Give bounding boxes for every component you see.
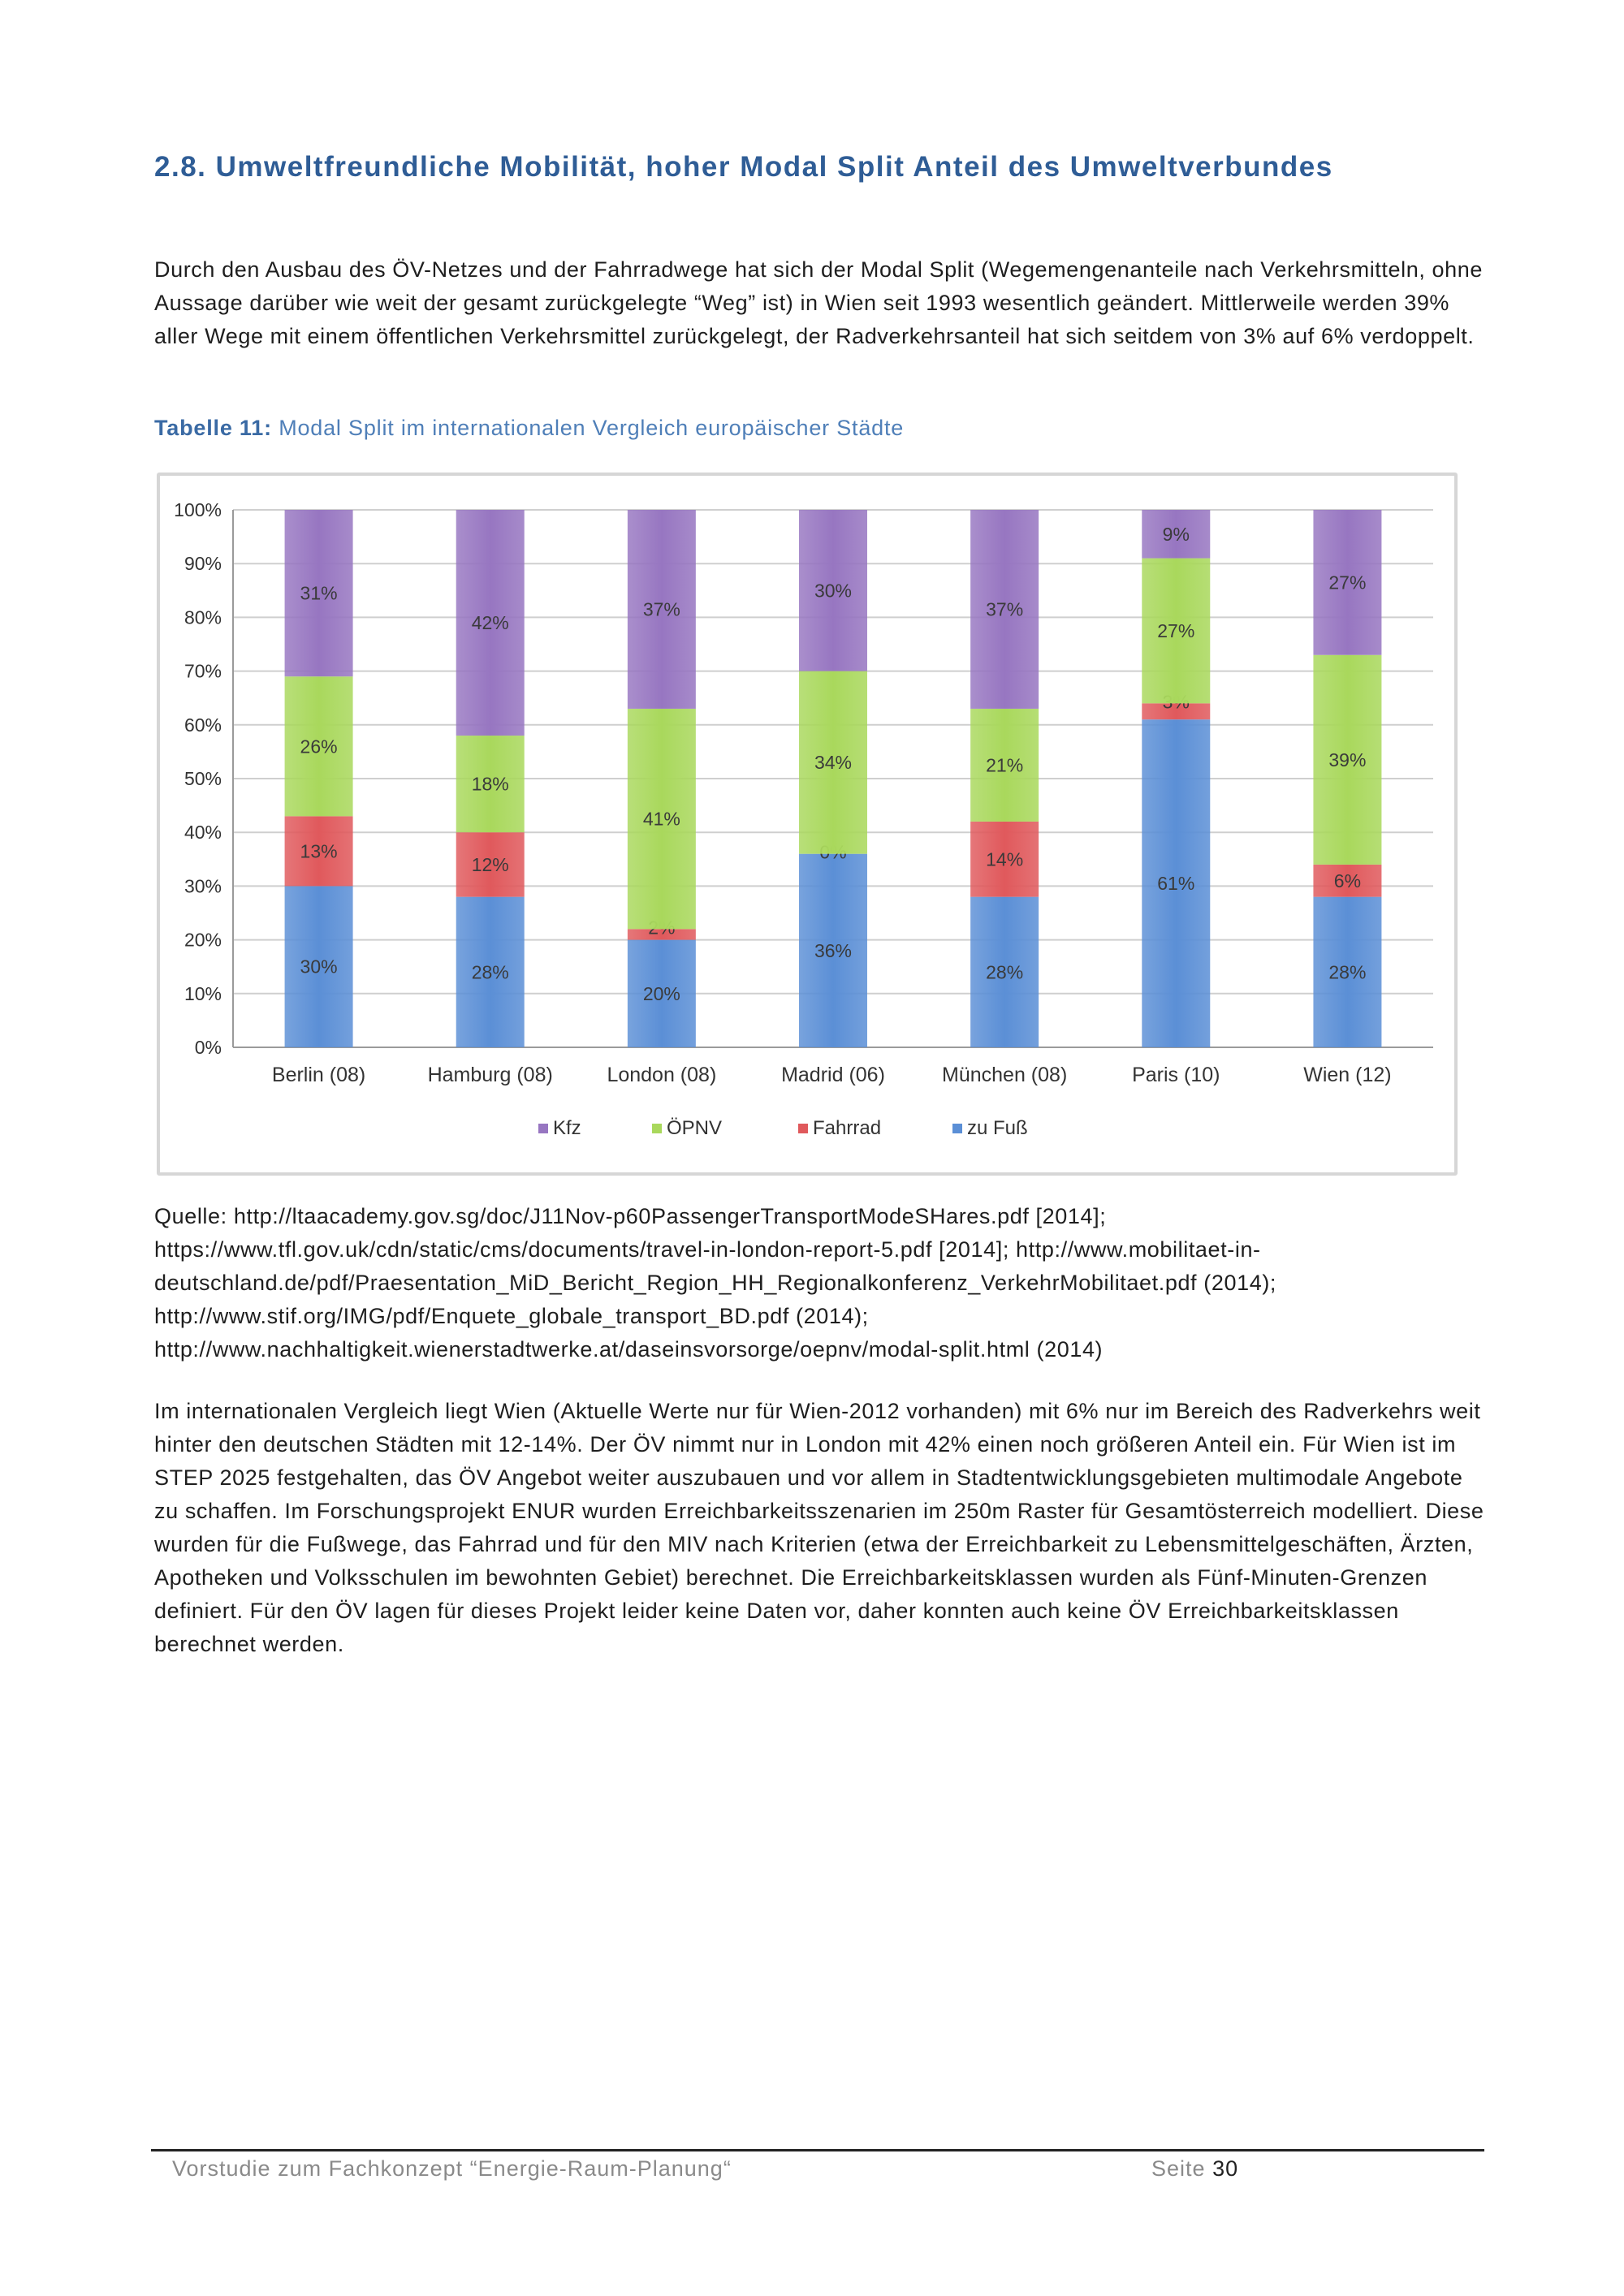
data-label-münchen-08-zu-fuß: 28% <box>986 961 1024 983</box>
x-tick-label: München (08) <box>942 1064 1068 1086</box>
data-label-hamburg-08-zu-fuß: 28% <box>471 961 509 983</box>
data-label-münchen-08-fahrrad: 14% <box>986 848 1024 870</box>
footer-page <box>1151 2156 1238 2182</box>
x-tick-label: Madrid (06) <box>781 1064 885 1086</box>
source-line: deutschland.de/pdf/Praesentation_MiD_Bericht_Region_HH_Regionalkonferenz_VerkehrMobilitaet.pdf (2014); <box>154 1271 1277 1295</box>
y-tick-label: 70% <box>184 660 222 682</box>
footer-page-label: Seite <box>1151 2156 1206 2181</box>
data-label-madrid-06-kfz: 30% <box>814 580 853 602</box>
data-label-wien-12-öpnv: 39% <box>1328 749 1367 770</box>
x-tick-label: London (08) <box>607 1064 717 1086</box>
legend-swatch-kfz <box>538 1124 548 1133</box>
y-tick-label: 0% <box>194 1037 222 1058</box>
data-label-paris-10-zu-fuß: 61% <box>1157 873 1195 895</box>
data-label-berlin-08-kfz: 31% <box>300 582 338 604</box>
intro-paragraph: Durch den Ausbau des ÖV-Netzes und der Fahrradwege hat sich der Modal Split (Wegemengenanteile nach Verkehrsmitteln, ohne Aussage darüber wie weit der gesamt zurückgelegte “Weg” ist) in Wien seit 1993 wesentlich geändert. Mittlerweile werden 39% aller Wege mit einem öffentlichen Verkehrsmittel zurückgelegt, der Radverkehrsanteil hat sich seitdem von 3% auf 6% verdoppelt. <box>154 257 1484 348</box>
x-tick-label: Berlin (08) <box>271 1064 366 1086</box>
legend-label-zu-fuß: zu Fuß <box>967 1117 1028 1139</box>
legend-swatch-fahrrad <box>798 1124 808 1133</box>
x-tick-label: Hamburg (08) <box>427 1064 553 1086</box>
legend-label-kfz: Kfz <box>553 1117 581 1139</box>
x-tick-label: Wien (12) <box>1303 1064 1392 1086</box>
y-tick-label: 10% <box>184 982 222 1004</box>
data-label-london-08-kfz: 37% <box>642 598 680 620</box>
source-line: Quelle: http://ltaacademy.gov.sg/doc/J11Nov-p60PassengerTransportModeSHares.pdf [2014]; <box>154 1204 1107 1228</box>
y-tick-label: 100% <box>174 499 222 520</box>
data-label-münchen-08-kfz: 37% <box>986 598 1024 620</box>
table-caption-text: Modal Split im internationalen Vergleich europäischer Städte <box>279 416 905 440</box>
y-tick-label: 90% <box>184 553 222 575</box>
y-tick-label: 60% <box>184 714 222 736</box>
data-label-wien-12-fahrrad: 6% <box>1333 870 1362 891</box>
source-line: https://www.tfl.gov.uk/cdn/static/cms/documents/travel-in-london-report-5.pdf [2014]; http://www.mobilitaet-in- <box>154 1237 1261 1262</box>
data-label-berlin-08-fahrrad: 13% <box>300 840 338 862</box>
modal-split-chart <box>157 473 1458 1176</box>
data-label-hamburg-08-öpnv: 18% <box>471 773 509 795</box>
footer-divider <box>151 2149 1484 2151</box>
data-label-wien-12-kfz: 27% <box>1328 572 1367 593</box>
table-caption <box>154 416 904 441</box>
data-label-berlin-08-zu-fuß: 30% <box>300 956 338 978</box>
data-label-madrid-06-zu-fuß: 36% <box>814 939 853 961</box>
source-line: http://www.stif.org/IMG/pdf/Enquete_globale_transport_BD.pdf (2014); <box>154 1304 869 1328</box>
legend-label-fahrrad: Fahrrad <box>813 1117 882 1139</box>
data-label-paris-10-kfz: 9% <box>1162 523 1190 545</box>
y-tick-label: 20% <box>184 929 222 951</box>
y-tick-label: 80% <box>184 606 222 628</box>
data-label-berlin-08-öpnv: 26% <box>300 736 338 757</box>
data-label-hamburg-08-fahrrad: 12% <box>471 853 509 875</box>
source-references <box>154 1200 1502 1366</box>
x-tick-label: Paris (10) <box>1132 1064 1220 1086</box>
footer-document-title: Vorstudie zum Fachkonzept “Energie-Raum-Planung“ <box>172 2156 732 2181</box>
y-tick-label: 30% <box>184 875 222 897</box>
data-label-hamburg-08-kfz: 42% <box>471 612 509 634</box>
legend-swatch-öpnv <box>652 1124 662 1133</box>
data-label-london-08-zu-fuß: 20% <box>642 982 680 1004</box>
page-number: 30 <box>1212 2156 1239 2181</box>
data-label-madrid-06-öpnv: 34% <box>814 752 853 774</box>
table-caption-label: Tabelle 11: <box>154 416 272 440</box>
legend-swatch-zu-fuß <box>952 1124 962 1133</box>
y-tick-label: 40% <box>184 822 222 844</box>
data-label-paris-10-öpnv: 27% <box>1157 619 1195 641</box>
stacked-bar-chart <box>160 476 1454 1172</box>
section-heading: 2.8. Umweltfreundliche Mobilität, hoher Modal Split Anteil des Umweltverbundes <box>154 151 1333 183</box>
data-label-münchen-08-öpnv: 21% <box>986 754 1024 776</box>
data-label-london-08-öpnv: 41% <box>642 808 680 830</box>
y-tick-label: 50% <box>184 768 222 789</box>
source-line: http://www.nachhaltigkeit.wienerstadtwerke.at/daseinsvorsorge/oepnv/modal-split.html (2014) <box>154 1337 1104 1362</box>
legend-label-öpnv: ÖPNV <box>667 1117 723 1139</box>
comparison-paragraph: Im internationalen Vergleich liegt Wien (Aktuelle Werte nur für Wien-2012 vorhanden) mit 6% nur im Bereich des Radverkehrs weit hinter den deutschen Städten mit 12-14%. Der ÖV nimmt nur in London mit 42% einen noch größeren Anteil ein. Für Wien ist im STEP 2025 festgehalten, das ÖV Angebot weiter auszubauen und vor allem in Stadtentwicklungsgebieten multimodale Angebote zu schaffen. Im Forschungsprojekt ENUR wurden Erreichbarkeitsszenarien im 250m Raster für Gesamtösterreich modelliert. Diese wurden für die Fußwege, das Fahrrad und für den MIV nach Kriterien (etwa der Erreichbarkeit zu Lebensmittelgeschäften, Ärzten, Apotheken und Volksschulen im bewohnten Gebiet) berechnet. Die Erreichbarkeitsklassen wurden als Fünf-Minuten-Grenzen definiert. Für den ÖV lagen für dieses Projekt leider keine Daten vor, daher konnten auch keine ÖV Erreichbarkeitsklassen berechnet werden. <box>154 1399 1484 1656</box>
data-label-wien-12-zu-fuß: 28% <box>1328 961 1367 983</box>
